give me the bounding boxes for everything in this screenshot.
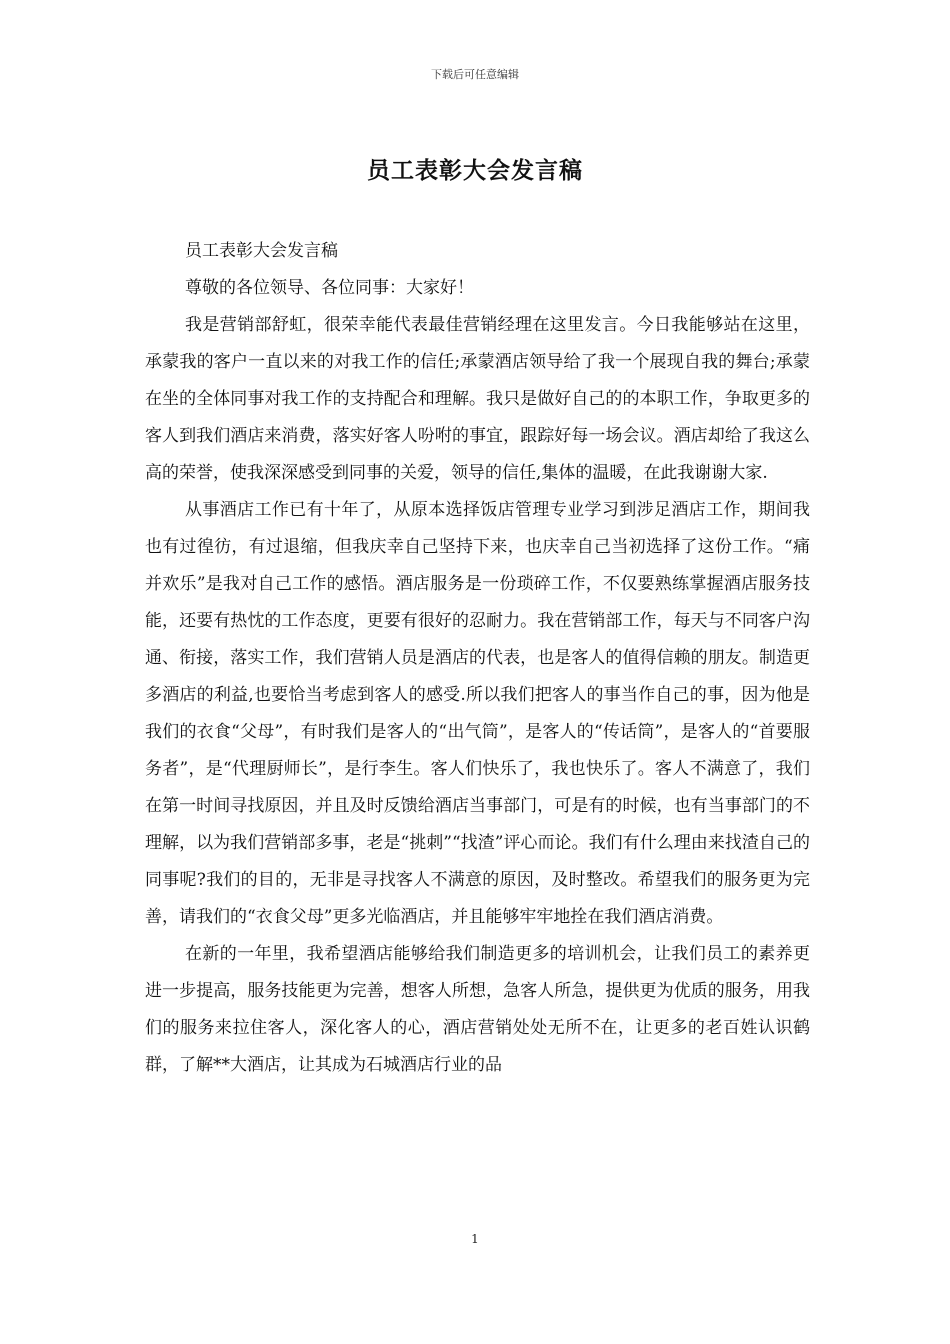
- page-header-note: 下载后可任意编辑: [431, 68, 519, 81]
- page-number: 1: [471, 1232, 479, 1246]
- paragraph-new-year-hopes: 在新的一年里，我希望酒店能够给我们制造更多的培训机会，让我们员工的素养更进一步提高，服务技能更为完善，想客人所想，急客人所急，提供更为优质的服务，用我们的服务来拉住客人，深化客人的心，酒店营销处处无所不在，让更多的老百姓认识鹤群，了解**大酒店，让其成为石城酒店行业的品: [145, 944, 810, 1075]
- document-title: 员工表彰大会发言稿: [367, 157, 583, 184]
- paragraph-introduction: 我是营销部舒虹，很荣幸能代表最佳营销经理在这里发言。今日我能够站在这里，承蒙我的客户一直以来的对我工作的信任;承蒙酒店领导给了我一个展现自我的舞台;承蒙在坐的全体同事对我工作的支持配合和理解。我只是做好自己的的本职工作，争取更多的客人到我们酒店来消费，落实好客人吩咐的事宜，跟踪好每一场会议。酒店却给了我这么高的荣誉，使我深深感受到同事的关爱，领导的信任,集体的温暖，在此我谢谢大家.: [145, 315, 810, 483]
- document-body: [145, 233, 810, 1084]
- paragraph-greeting: 尊敬的各位领导、各位同事：大家好！: [185, 278, 474, 298]
- paragraph-work-experience: 从事酒店工作已有十年了，从原本选择饭店管理专业学习到涉足酒店工作，期间我也有过徨彷，有过退缩，但我庆幸自己坚持下来，也庆幸自己当初选择了这份工作。“痛并欢乐”是我对自己工作的感悟。酒店服务是一份琐碎工作，不仅要熟练掌握酒店服务技能，还要有热忱的工作态度，更要有很好的忍耐力。我在营销部工作，每天与不同客户沟通、衔接，落实工作，我们营销人员是酒店的代表，也是客人的值得信赖的朋友。制造更多酒店的利益,也要恰当考虑到客人的感受.所以我们把客人的事当作自己的事，因为他是我们的衣食“父母”，有时我们是客人的“出气筒”，是客人的“传话筒”，是客人的“首要服务者”，是“代理厨师长”，是行李生。客人们快乐了，我也快乐了。客人不满意了，我们在第一时间寻找原因，并且及时反馈给酒店当事部门，可是有的时候，也有当事部门的不理解，以为我们营销部多事，老是“挑刺”“找渣”评心而论。我们有什么理由来找渣自己的同事呢?我们的目的，无非是寻找客人不满意的原因，及时整改。希望我们的服务更为完善，请我们的“衣食父母”更多光临酒店，并且能够牢牢地拴在我们酒店消费。: [145, 500, 810, 927]
- paragraph-subtitle: 员工表彰大会发言稿: [185, 241, 338, 261]
